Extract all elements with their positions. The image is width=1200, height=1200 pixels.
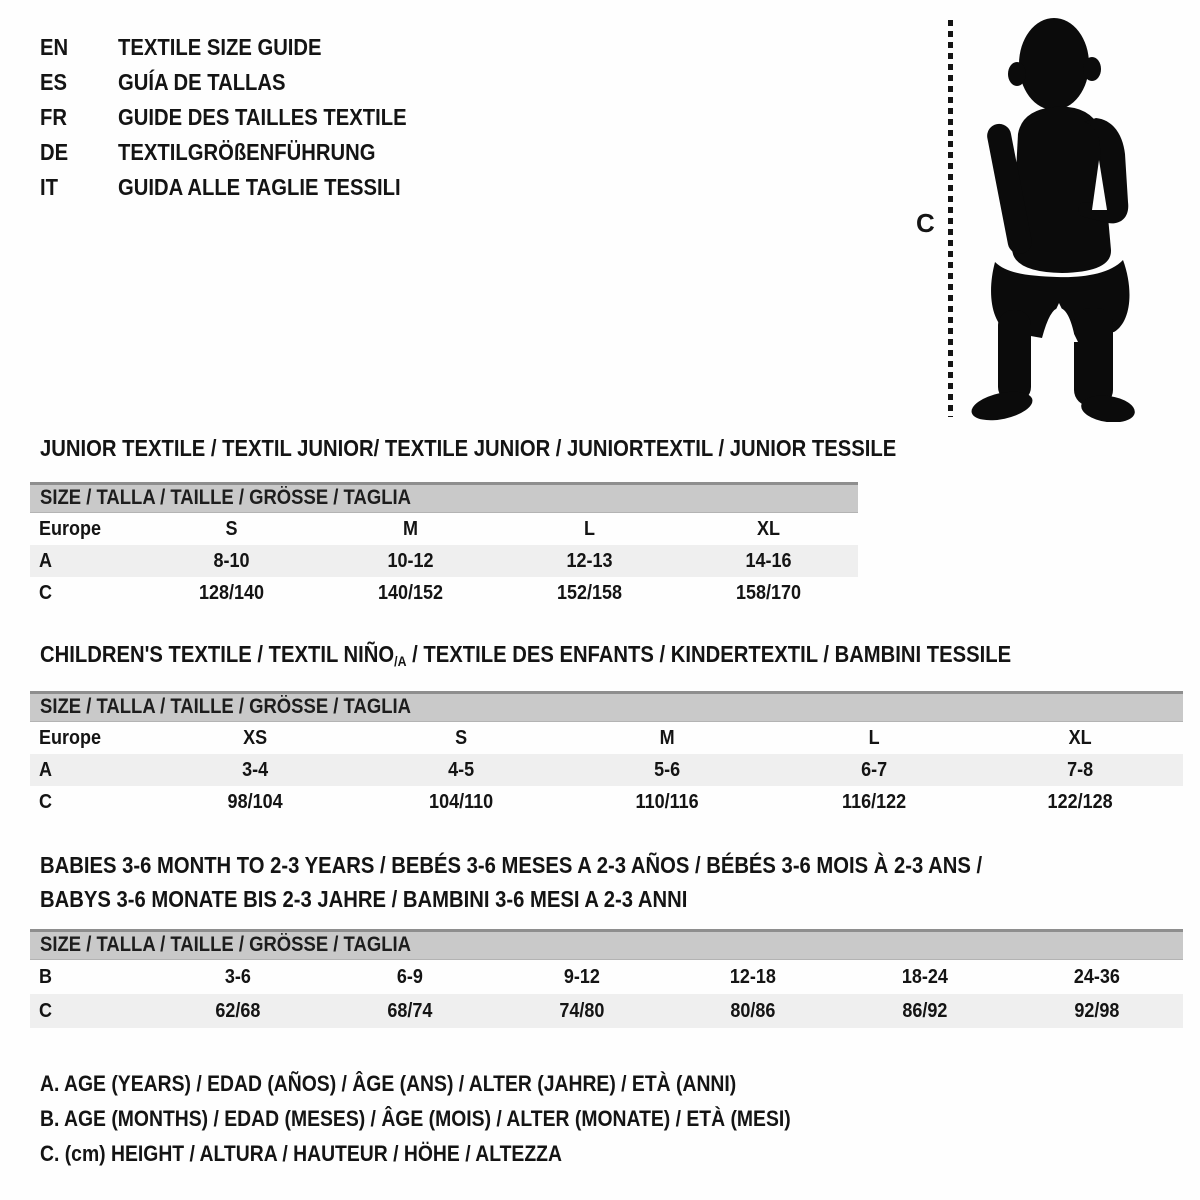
- table-row: [30, 545, 858, 577]
- table-cell: 152/158: [556, 581, 623, 604]
- table-row: [30, 960, 1183, 994]
- table-cell: 7-8: [1066, 758, 1093, 781]
- table-cell: 3-4: [242, 758, 269, 781]
- legend-line-c: C. (cm) HEIGHT / ALTURA / HAUTEUR / HÖHE / ALTEZZA: [40, 1141, 562, 1166]
- row-label: C: [39, 581, 53, 604]
- babies-section-heading: BABIES 3-6 MONTH TO 2-3 YEARS / BEBÉS 3-6 MESES A 2-3 AÑOS / BÉBÉS 3-6 MOIS À 2-3 ANS / BABYS 3-6 MONATE BIS 2-3 JAHRE / BAMBINI 3-6 MESI A 2-3 ANNI: [40, 852, 983, 912]
- column-header-cell: Europe: [39, 517, 102, 540]
- column-header-cell: L: [584, 517, 595, 540]
- table-cell: 8-10: [213, 549, 250, 572]
- toddler-silhouette-icon: [962, 12, 1144, 422]
- table-cell: 6-7: [860, 758, 887, 781]
- height-label: C: [916, 208, 935, 238]
- table-cell: 104/110: [429, 790, 494, 813]
- height-dashed-line: [948, 20, 953, 417]
- table-cell: 24-36: [1074, 965, 1121, 988]
- babies-size-table: [30, 929, 1183, 1028]
- lang-label: GUÍA DE TALLAS: [118, 69, 286, 95]
- table-cell: 10-12: [387, 549, 434, 572]
- table-cell: 9-12: [563, 965, 600, 988]
- table-cell: 80/86: [730, 999, 776, 1022]
- lang-label: TEXTILE SIZE GUIDE: [118, 34, 322, 60]
- lang-code: IT: [40, 174, 58, 200]
- table-cell: 122/128: [1047, 790, 1113, 813]
- table-row: [30, 786, 1183, 818]
- junior-section-heading: JUNIOR TEXTILE / TEXTIL JUNIOR/ TEXTILE JUNIOR / JUNIORTEXTIL / JUNIOR TESSILE: [40, 435, 897, 461]
- table-cell: 140/152: [377, 581, 444, 604]
- table-cell: 3-6: [224, 965, 251, 988]
- column-header-cell: M: [402, 517, 418, 540]
- size-header-bar: SIZE / TALLA / TAILLE / GRÖSSE / TAGLIA: [30, 929, 1183, 960]
- row-label: A: [39, 758, 53, 781]
- table-cell: 110/116: [635, 790, 700, 813]
- column-header-cell: M: [659, 726, 675, 749]
- column-header-cell: S: [225, 517, 238, 540]
- column-header-cell: XS: [243, 726, 268, 749]
- table-cell: 5-6: [654, 758, 681, 781]
- table-cell: 62/68: [215, 999, 261, 1022]
- size-header-bar: SIZE / TALLA / TAILLE / GRÖSSE / TAGLIA: [30, 691, 1183, 722]
- lang-label: GUIDE DES TAILLES TEXTILE: [118, 104, 407, 130]
- table-cell: 12-13: [566, 549, 613, 572]
- legend-line-a: A. AGE (YEARS) / EDAD (AÑOS) / ÂGE (ANS) / ALTER (JAHRE) / ETÀ (ANNI): [40, 1071, 737, 1096]
- table-cell: 98/104: [227, 790, 283, 813]
- children-size-table: [30, 691, 1183, 818]
- column-header-cell: XL: [1068, 726, 1092, 749]
- language-row: [40, 135, 446, 170]
- column-header-cell: L: [868, 726, 880, 749]
- table-cell: 6-9: [396, 965, 423, 988]
- table-cell: 12-18: [730, 965, 777, 988]
- column-header-row: [30, 513, 858, 545]
- language-list: [40, 30, 446, 205]
- table-cell: 14-16: [745, 549, 792, 572]
- table-row: [30, 577, 858, 609]
- column-header-row: [30, 722, 1183, 754]
- table-cell: 74/80: [559, 999, 605, 1022]
- table-cell: 18-24: [902, 965, 949, 988]
- lang-code: FR: [40, 104, 67, 130]
- table-row: [30, 754, 1183, 786]
- table-cell: 128/140: [198, 581, 265, 604]
- table-cell: 116/122: [841, 790, 906, 813]
- size-header-bar: SIZE / TALLA / TAILLE / GRÖSSE / TAGLIA: [30, 482, 858, 513]
- legend-line-b: B. AGE (MONTHS) / EDAD (MESES) / ÂGE (MOIS) / ALTER (MONATE) / ETÀ (MESI): [40, 1106, 791, 1131]
- column-header-cell: S: [455, 726, 468, 749]
- lang-code: EN: [40, 34, 69, 60]
- table-cell: 4-5: [448, 758, 475, 781]
- row-label: A: [39, 549, 53, 572]
- language-row: [40, 65, 446, 100]
- column-header-cell: Europe: [39, 726, 102, 749]
- table-row: [30, 994, 1183, 1028]
- table-cell: 86/92: [902, 999, 948, 1022]
- lang-code: DE: [40, 139, 69, 165]
- table-cell: 92/98: [1074, 999, 1120, 1022]
- junior-size-table: [30, 482, 858, 609]
- language-row: [40, 100, 446, 135]
- row-label: C: [39, 790, 53, 813]
- legend: [40, 1071, 893, 1176]
- lang-label: TEXTILGRÖßENFÜHRUNG: [118, 139, 376, 165]
- row-label: B: [39, 965, 53, 988]
- column-header-cell: XL: [756, 517, 781, 540]
- language-row: [40, 170, 446, 205]
- children-section-heading: CHILDREN'S TEXTILE / TEXTIL $NIÑO_{/A}$ / TEXTILE DES ENFANTS / KINDERTEXTIL / BAMBINI TESSILE: [40, 641, 1012, 669]
- language-row: [40, 30, 446, 65]
- lang-label: GUIDA ALLE TAGLIE TESSILI: [118, 174, 401, 200]
- row-label: C: [39, 999, 53, 1022]
- lang-code: ES: [40, 69, 68, 95]
- table-cell: 158/170: [735, 581, 802, 604]
- table-cell: 68/74: [387, 999, 433, 1022]
